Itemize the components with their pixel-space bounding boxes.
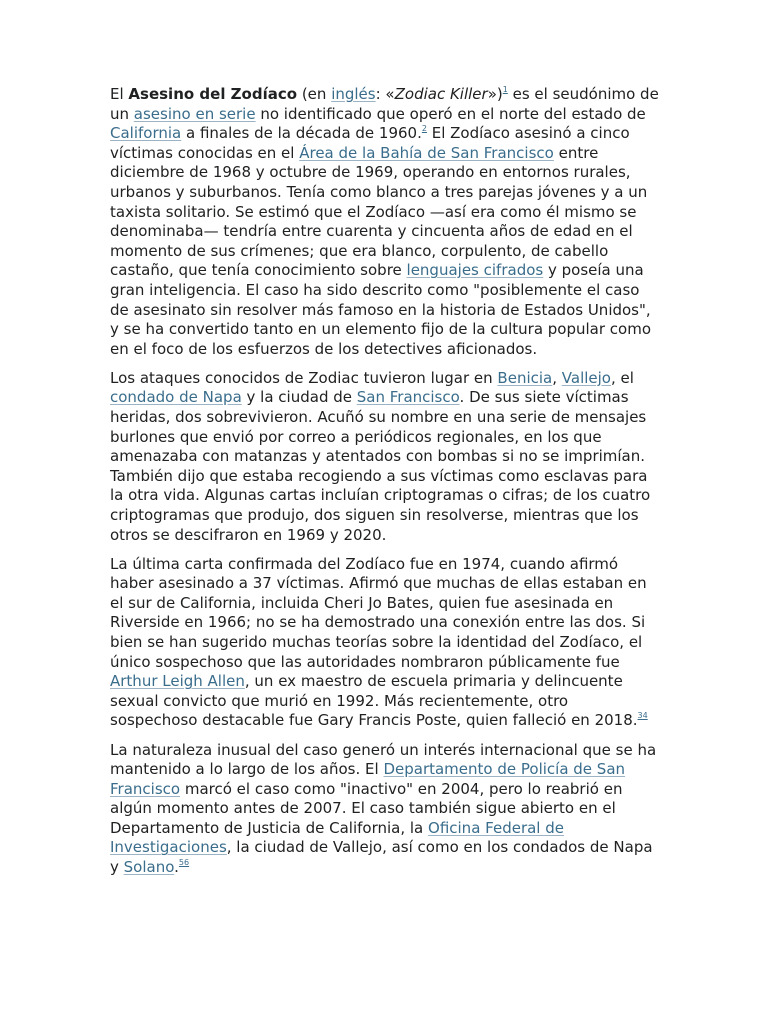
link-oficina-federal[interactable]: Oficina Federal de Investigaciones xyxy=(110,818,564,857)
link-condado-de-napa[interactable]: condado de Napa xyxy=(110,388,242,407)
english-name: Zodiac Killer xyxy=(394,85,488,103)
text: : « xyxy=(375,85,395,103)
text: , xyxy=(552,368,562,387)
text: Los ataques conocidos de Zodiac tuvieron lugar en xyxy=(110,368,498,387)
paragraph-last-letter xyxy=(110,555,660,731)
text: y poseía una gran inteligencia. El caso ha sido descrito como "posiblemente el caso de asesinato sin resolver más famoso en la historia de Estados Unidos", y se ha convertido tanto en un elemento fijo de la cultura popular como en el foco de los esfuerzos de los detectives aficionados. xyxy=(110,261,652,358)
link-asesino-en-serie[interactable]: asesino en serie xyxy=(133,104,256,123)
text: a finales de la década de 1960. xyxy=(181,124,422,143)
text: El Zodíaco asesinó a cinco víctimas conocidas en el xyxy=(110,124,630,162)
reference-56[interactable]: 56 xyxy=(178,858,190,868)
link-arthur-leigh-allen[interactable]: Arthur Leigh Allen xyxy=(110,672,245,691)
link-area-bahia[interactable]: Área de la Bahía de San Francisco xyxy=(299,143,554,162)
text: . De sus siete víctimas heridas, dos sobrevivieron. Acuñó su nombre en una serie de mensajes burlones que envió por correo a periódicos regionales, en los que amenazaba con matanzas y atentados con bombas si no se imprimían. También dijo que estaba recogiendo a sus víctimas como esclavas para la otra vida. Algunas cartas incluían criptogramas o cifras; de los cuatro criptogramas que produjo, dos siguen sin resolverse, mientras que los otros se descifraron en 1969 y 2020. xyxy=(110,388,651,544)
text: , la ciudad de Vallejo, así como en los condados de Napa y xyxy=(110,838,653,877)
text: y la ciudad de xyxy=(241,388,357,407)
text: . xyxy=(174,858,179,877)
text: , un ex maestro de escuela primaria y delincuente sexual convicto que murió en 1992. Más recientemente, otro sospechoso destacable fue Gary Francis Poste, quien falleció en 2018. xyxy=(110,672,638,730)
link-solano[interactable]: Solano xyxy=(123,858,175,877)
paragraph-case-status xyxy=(110,741,660,878)
text: marcó el caso como "inactivo" en 2004, pero lo reabrió en algún momento antes de 2007. El caso también sigue abierto en el Departamento de Justicia de California, la xyxy=(110,779,623,837)
link-san-francisco[interactable]: San Francisco xyxy=(356,388,460,407)
text: El xyxy=(110,85,129,103)
text: , el xyxy=(610,368,634,387)
reference-1[interactable]: 1 xyxy=(502,85,508,94)
paragraph-intro xyxy=(110,85,660,359)
text: La última carta confirmada del Zodíaco fue en 1974, cuando afirmó haber asesinado a 37 víctimas. Afirmó que muchas de ellas estaban en el sur de California, incluida Cheri Jo Bates, quien fue asesinada en Riverside en 1966; no se ha demostrado una conexión entre las dos. Si bien se han sugerido muchas teorías sobre la identidad del Zodíaco, el único sospechoso que las autoridades nombraron públicamente fue xyxy=(110,554,647,671)
text: (en xyxy=(297,85,332,103)
link-departamento-policia-sf[interactable]: Departamento de Policía de San Francisco xyxy=(110,760,626,798)
link-benicia[interactable]: Benicia xyxy=(497,368,553,387)
text: entre diciembre de 1968 y octubre de 1969, operando en entornos rurales, urbanos y suburbanos. Tenía como blanco a tres parejas jóvenes y a un taxista solitario. Se estimó que el Zodíaco —así era como él mismo se denominaba— tendría entre cuarenta y cincuenta años de edad en el momento de sus crímenes; que era blanco, corpulento, de cabello castaño, que tenía conocimiento sobre xyxy=(110,143,648,280)
text: ») xyxy=(487,85,503,103)
paragraph-attacks xyxy=(110,369,660,545)
article-body xyxy=(110,85,660,887)
link-california[interactable]: California xyxy=(110,124,182,143)
link-ingles[interactable]: inglés xyxy=(331,85,376,103)
reference-2[interactable]: 2 xyxy=(421,124,427,134)
text: La naturaleza inusual del caso generó un interés internacional que se ha mantenido a lo largo de los años. El xyxy=(110,740,657,779)
link-vallejo[interactable]: Vallejo xyxy=(561,368,611,387)
link-lenguajes-cifrados[interactable]: lenguajes cifrados xyxy=(406,261,544,280)
text: no identificado que operó en el norte del estado de xyxy=(255,104,646,123)
reference-34[interactable]: 34 xyxy=(637,711,648,721)
text: es el seudónimo de un xyxy=(110,85,659,123)
article-subject: Asesino del Zodíaco xyxy=(128,85,298,103)
